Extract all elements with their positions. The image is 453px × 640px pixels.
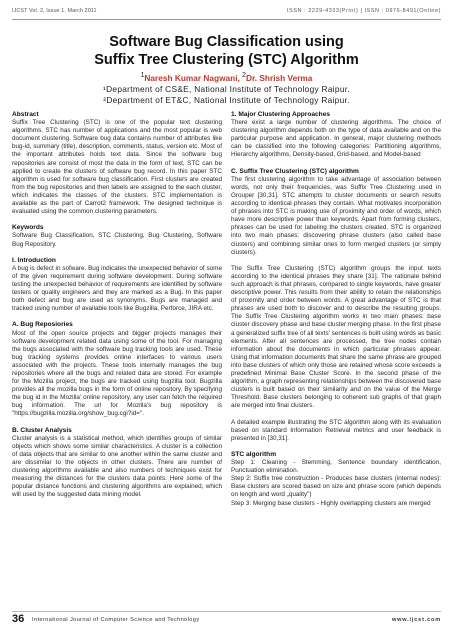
author-1: Naresh Kumar Nagwani, [144,72,240,83]
step-2: Step 2: Suffix tree construction - Produces base clusters (internal nodes): Base clusters are scored based on size and phrase score (which depends on length and word „quality") [231,475,441,499]
journal-issue: IJCST Vol. 2, Issue 1, March 2011 [12,8,97,14]
abstract-heading: Abstract [12,111,39,118]
issn-line: ISSN : 2229-4333(Print) | ISSN : 0976-8491(Online) [287,8,441,14]
stc-text-2: The Suffix Tree Clustering (STC) algorithm groups the input texts according to the identical phrases they share [31]. The rationale behind such approach is that phrases, compared to single keywords, have greater descriptive power. This results from their ability to retain the relationships of proximity and order between words. A great advantage of STC is that phrases are used both to discover and to describe the resulting groups. The Suffix Tree Clustering algorithm works in two main phases: base cluster discovery phase and base cluster merging phase. In the first phase a generalized suffix tree of all texts' sentences is built using words as basic elements. After all sentences are processed, the tree nodes contain information about the documents in which particular phrases appear. Using that information documents that share the same phrase are grouped into base clusters of which only those are retained whose score exceeds a predefined Minimal Base Cluster Score. In the second phase of the algorithm, a graph representing relationships between the discovered base clusters is built based on their similarity and on the value of the Merge Threshold. Base clusters belonging to coherent sub graphs of that graph are merged into final clusters. [231,264,441,410]
author-list [0,72,453,83]
page-footer [12,613,441,630]
clustering-approaches-heading: 1. Major Clustering Approaches [231,111,331,118]
step-1: Step 1: Cleaning - Stemming, Sentence boundary identification, Punctuation elimination. [231,459,441,475]
affiliation-1: ¹Department of CS&E, National Institute of Technology Raipur. [103,84,350,94]
clustering-approaches-text: There exist a large number of clustering algorithms. The choice of clustering algorithm depends both on the type of data available and on the particular purpose and application. In general, major clustering methods can be classified into the following categories: Partitioning algorithms, Hierarchy algorithms, Density-based, Grid-based, and Model-based [231,119,441,159]
section-a-text: Most of the open source projects and bigger projects manages their software development related data using some of the tool. For managing the bugs associated with the software bug tracking tools are used. These bug tracking systems provides online interfaces to various users associated with the projects. These tools internally manages the bug repositories where all the bugs and related data are stored. For example for the Mozilla project, the bugs are tracked using bugzilla tool. Bugzilla provides all the mozilla bugs in the form of online repository. By specifying the bug id in the Mozilla' online repository, any user can fetch the required bug information. The url for Mozilla's bug repository is "https://bugzilla.mozilla.org/show_bug.cgi?id=". [12,329,222,418]
paper-title [0,34,453,69]
affiliation-2: ²Department of ET&C, National Institute of Technology Raipur. [103,95,350,105]
section-a-heading: A. Bug Reposiories [12,321,73,329]
section-b-heading: B. Cluster Analysis [12,426,72,434]
stc-text-3: A detailed example illustrating the STC algorithm along with its evaluation based on standard Information Retrieval metrics and user feedback is presented in [30,31]. [231,418,441,442]
author-1-sup: 1 [140,72,145,79]
abstract-text: Suffix Tree Clustering (STC) is one of the popular text clustering algorithms. STC has number of applications and the most popular is web document clustering. Software bug data contains number of attributes like bug-id, summary (title), description, comments, status, version etc. Most of the important attributes holds text data. Since the software bug repositories are consist of most the data in the form of text, STC can be applied to create the clusters of software bug record. In this paper STC algorithm is used for software bug classification. First clusters are created from the bug repositories and then labels are assigned to the each cluster, which indicates the classes of the clusters. STC implementation is available as the part of Carrot2 framework. The designed technique is evaluated using the common clustering parameters. [12,119,222,216]
footer-divider [12,611,441,612]
keywords-heading: Keywords [12,224,44,232]
stc-text-1: The first clustering algorithm to take advantage of association between words, not only their frequencies, was Suffix Tree Clustering used in Grouper [30,31]. STC attempts to cluster documents or search results according to identical phrases they contain. What motivates incorporation of phrases into STC is making use of proximity and order of words, which have more descriptive power than keywords. Apart from forming clusters, phrases can be used for labeling the clusters created. STC is organized into two main phases: discovering phrase clusters (also called base clusters) and combining similar ones to form merged clusters (or simply clusters). [231,175,441,256]
title-line-2: Suffix Tree Clustering (STC) Algorithm [94,51,359,68]
journal-url: www.ijcst.com [391,617,441,623]
stc-algorithm-heading: STC algorithm [231,450,277,458]
intro-heading: I. Introduction [12,256,56,264]
page-number: 36 [12,613,25,625]
left-column [12,111,222,500]
title-line-1: Software Bug Classification using [109,34,344,50]
author-2: Dr. Shrish Verma [246,72,313,83]
author-2-sup: 2 [242,72,247,79]
stc-heading: C. Suffix Tree Clustering (STC) algorithm [231,167,359,175]
keywords-text: Software Bug Classification, STC Clustering, Bug Clustering, Software Bug Repository. [12,232,222,248]
intro-text: A bug is defect in sofware. Bug indicates the unexpected behavior of some of the given requirement during software development. During software testing the unexpected behavior of requirements are identified by software testers or quality engineers and they are marked as a Bug. In this paper both defect and bug are used as synonyms. Bugs are managed and tracked using number of available tools like Bugzilla, Perforce, JIRA etc. [12,264,222,313]
section-b-text: Cluster analysis is a statistical method, which identifies groups of similar objects which shows some similar characteristics. A cluster is a collection of data objects that are similar to one another within the same cluster and are dissimilar to the objects in other clusters. There are number of clustering algorithms available and also numbers of techniques exist for measuring the distances for the clusters data points. Here some of the popular distance functions and clustering algorithms are explained, which will used by the suggested data mining model. [12,434,222,499]
step-3: Step 3: Merging base clusters - Highly overlapping clusters are merged [231,499,431,507]
right-column [231,111,441,508]
header-divider [12,19,441,20]
journal-name: International Journal of Computer Science and Technology [32,617,200,623]
